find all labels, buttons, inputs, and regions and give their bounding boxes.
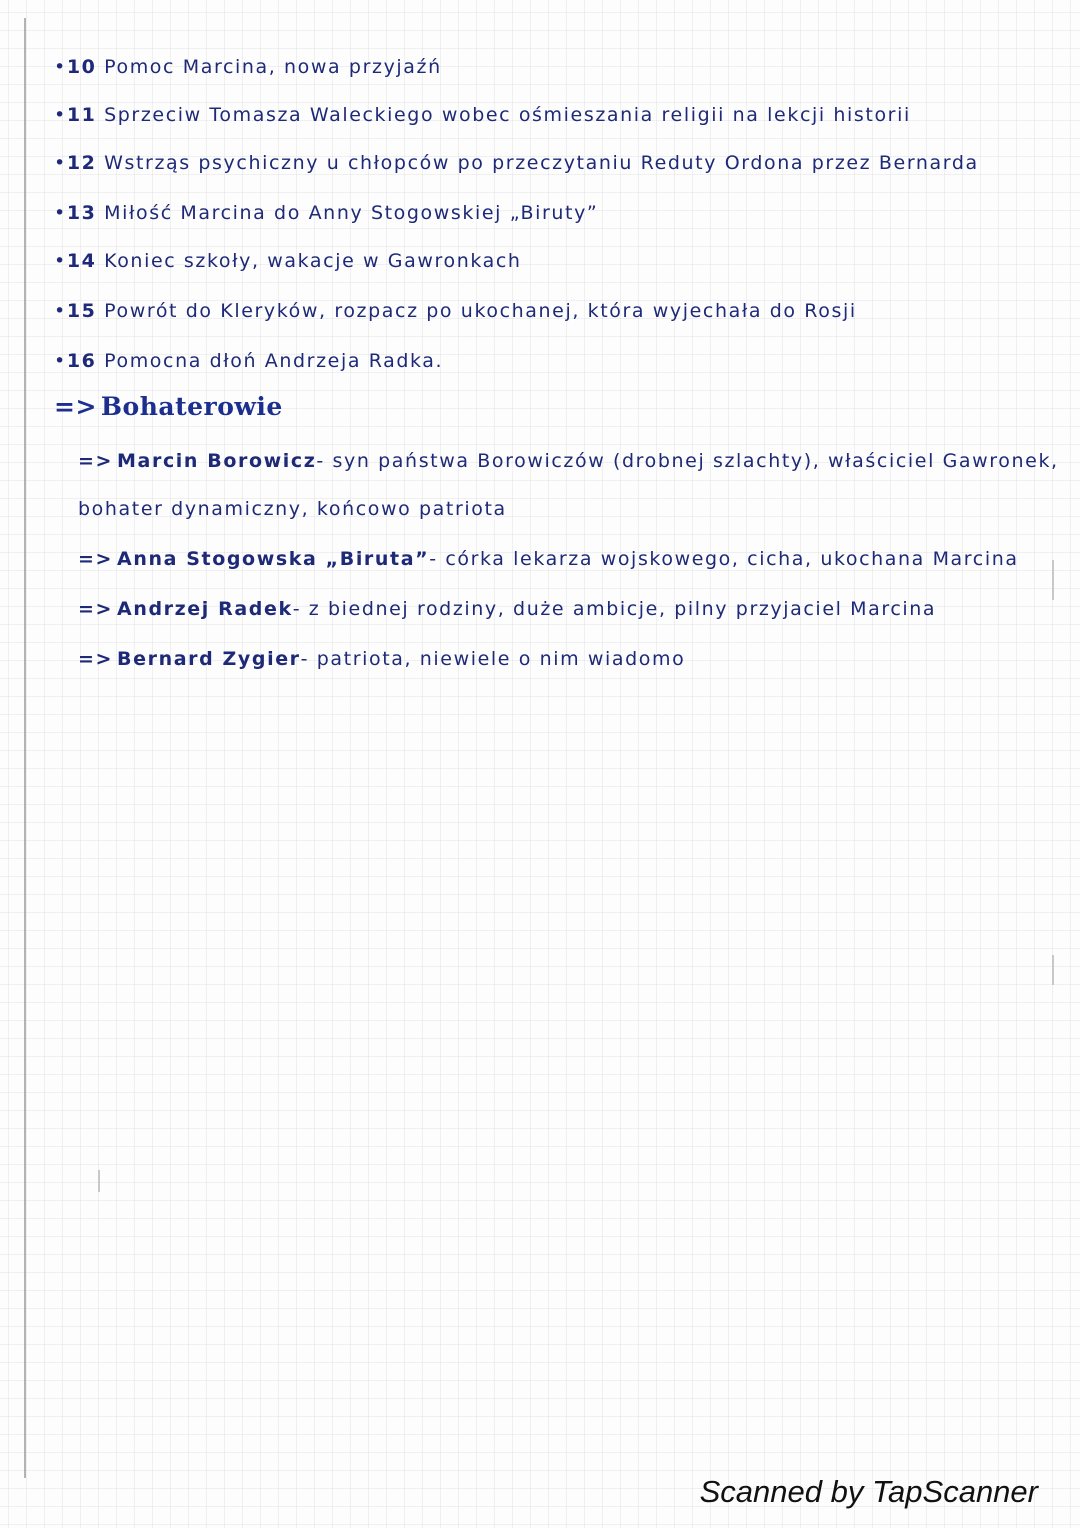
plan-item-text: Koniec szkoły, wakacje w Gawronkach — [104, 250, 522, 272]
hero-description: - córka lekarza wojskowego, cicha, ukochana Marcina — [429, 548, 1019, 570]
plan-item-text: Powrót do Kleryków, rozpacz po ukochanej, która wyjechała do Rosji — [104, 300, 857, 322]
plan-item: •10 Pomoc Marcina, nowa przyjaźń — [54, 56, 442, 78]
scan-artifact — [98, 1170, 100, 1192]
hero-description: bohater dynamiczny, końcowo patriota — [78, 498, 507, 520]
plan-item: •11 Sprzeciw Tomasza Waleckiego wobec ośmieszania religii na lekcji historii — [54, 104, 911, 126]
hero-entry — [78, 548, 1019, 570]
plan-item: •13 Miłość Marcina do Anny Stogowskiej „Biruty” — [54, 202, 599, 224]
arrow-icon: => — [78, 598, 114, 620]
arrow-icon: => — [78, 450, 114, 472]
plan-item-number: 10 — [66, 56, 97, 78]
plan-item-number: 13 — [66, 202, 97, 224]
hero-description: - syn państwa Borowiczów (drobnej szlachty), właściciel Gawronek, — [316, 450, 1059, 472]
plan-item: •15 Powrót do Kleryków, rozpacz po ukochanej, która wyjechała do Rosji — [54, 300, 857, 322]
scan-artifact — [1052, 955, 1054, 985]
plan-item-text: Wstrząs psychiczny u chłopców po przeczytaniu Reduty Ordona przez Bernarda — [104, 152, 979, 174]
hero-description: - patriota, niewiele o nim wiadomo — [300, 648, 686, 670]
arrow-icon: => — [78, 548, 114, 570]
hero-entry — [78, 648, 685, 670]
margin-line — [24, 18, 26, 1478]
plan-item-number: 14 — [66, 250, 97, 272]
hero-name: Andrzej Radek — [117, 598, 293, 620]
plan-item-text: Pomoc Marcina, nowa przyjaźń — [104, 56, 442, 78]
plan-item-number: 16 — [66, 350, 97, 372]
plan-item-text: Miłość Marcina do Anny Stogowskiej „Biruty” — [104, 202, 599, 224]
plan-item: •14 Koniec szkoły, wakacje w Gawronkach — [54, 250, 522, 272]
arrow-icon: => — [54, 392, 97, 421]
hero-entry — [78, 450, 1059, 472]
plan-item: •12 Wstrząs psychiczny u chłopców po przeczytaniu Reduty Ordona przez Bernarda — [54, 152, 979, 174]
arrow-icon: => — [78, 648, 114, 670]
plan-item-number: 15 — [66, 300, 97, 322]
plan-item-number: 11 — [66, 104, 97, 126]
hero-name: Anna Stogowska „Biruta” — [117, 548, 430, 570]
plan-item: •16 Pomocna dłoń Andrzeja Radka. — [54, 350, 444, 372]
plan-item-text: Sprzeciw Tomasza Waleckiego wobec ośmieszania religii na lekcji historii — [104, 104, 911, 126]
hero-description: - z biednej rodziny, duże ambicje, pilny przyjaciel Marcina — [292, 598, 937, 620]
heroes-heading — [54, 392, 283, 421]
plan-item-text: Pomocna dłoń Andrzeja Radka. — [104, 350, 444, 372]
scan-artifact — [1052, 560, 1054, 600]
hero-description-continued — [78, 498, 507, 520]
hero-name: Bernard Zygier — [117, 648, 301, 670]
heroes-heading-title: Bohaterowie — [100, 392, 283, 421]
hero-name: Marcin Borowicz — [117, 450, 317, 472]
hero-entry — [78, 598, 936, 620]
plan-item-number: 12 — [66, 152, 97, 174]
scanner-watermark: Scanned by TapScanner — [699, 1474, 1038, 1509]
